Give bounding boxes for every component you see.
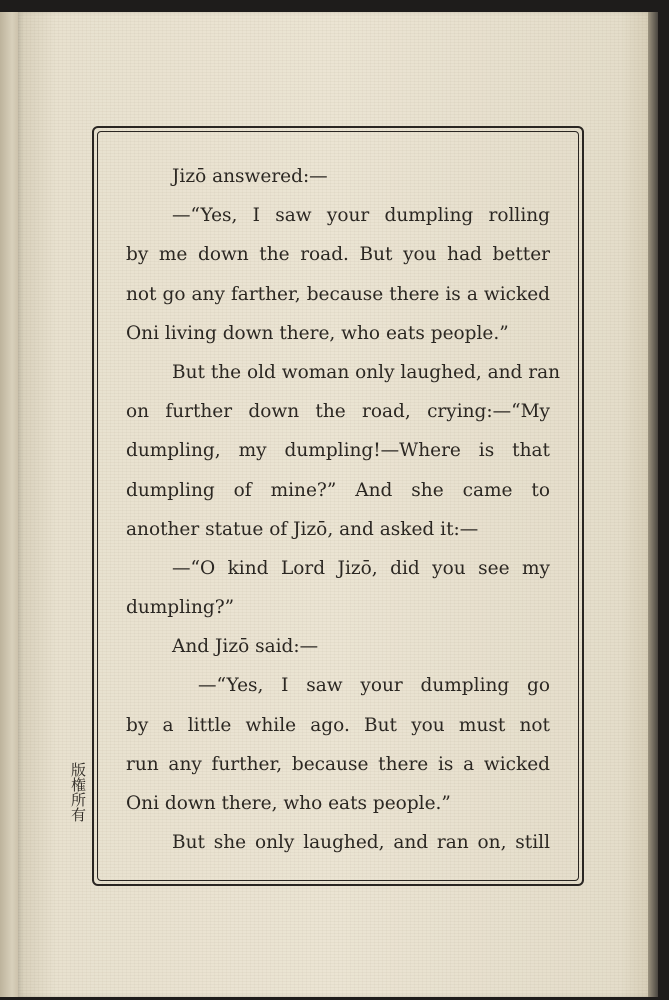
story-text [126, 157, 561, 862]
text-line: another statue of Jizō, and asked it:— [126, 518, 479, 540]
text-line: But the old woman only laughed, and ran [172, 361, 561, 383]
text-line: dumpling of mine?” And she came to [126, 479, 550, 501]
copyright-mark: 版権所有 [69, 762, 87, 822]
text-line: on further down the road, crying:—“My [126, 401, 550, 423]
text-line: dumpling?” [126, 597, 235, 619]
text-line: Oni down there, who eats people.” [126, 793, 451, 814]
text-line: run any further, because there is a wicked [126, 753, 550, 775]
text-line: dumpling, my dumpling!—Where is that [126, 440, 550, 462]
text-line: not go any farther, because there is a wicked [126, 283, 550, 305]
text-line: by a little while ago. But you must not [126, 714, 550, 736]
text-line: —“Yes, I saw your dumpling go [198, 675, 550, 697]
text-line: —“O kind Lord Jizō, did you see my [172, 557, 550, 579]
text-line: —“Yes, I saw your dumpling rolling [172, 205, 550, 227]
text-line: by me down the road. But you had better [126, 244, 550, 266]
text-line: But she only laughed, and ran on, still [172, 832, 550, 854]
page-right-shadow [648, 12, 658, 997]
text-line: Jizō answered:— [172, 166, 328, 187]
text-line: And Jizō said:— [172, 636, 319, 658]
previous-page-edge [0, 12, 20, 997]
text-line: Oni living down there, who eats people.” [126, 322, 509, 344]
